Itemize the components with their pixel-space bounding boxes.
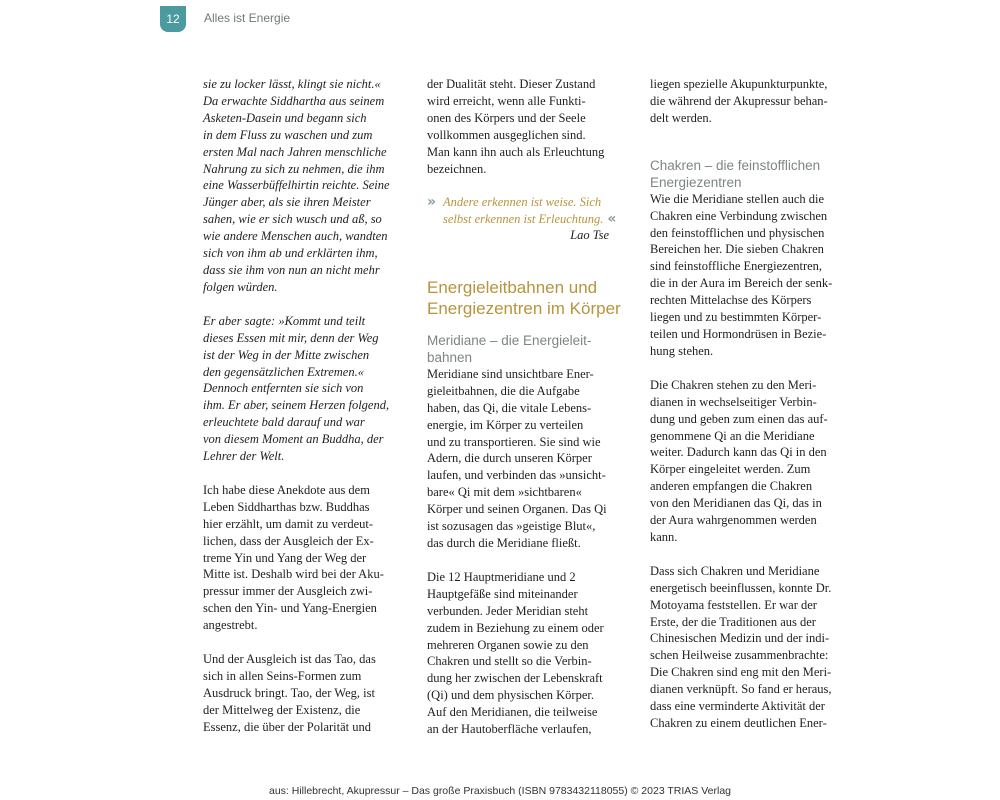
anecdote-block [203, 76, 403, 465]
running-title: Alles ist Energie [204, 11, 291, 25]
subheading-chakren: Chakren – die feinstofflichen Energiezentren [650, 157, 821, 190]
subheading-meridiane: Meridiane – die Energieleit- bahnen [427, 332, 592, 365]
body-paragraph: liegen spezielle Akupunkturpunkte, die während der Akupressur behan- delt werden. [650, 77, 828, 125]
body-paragraph: Die Chakren stehen zu den Meri- dianen in wechselseitiger Verbin- dung und geben zum einen das auf- genommene Qi an die Meridiane weiter. Dadurch kann das Qi in den Körper eingeleitet werden. Zum anderen empfangen die Chakren von den Meridianen das Qi, das in der Aura wahrgenommen werden kann. [650, 377, 828, 544]
body-paragraph: Meridiane sind unsichtbare Ener- gieleitbahnen, die die Aufgabe haben, das Qi, die vitale Lebens- energie, im Körper zu verteilen und zu transportieren. Sie sind wie Adern, die durch unseren Körper laufen, und verbinden das »unsicht- bare« Qi mit dem »sichtbaren« Körper und seinen Organen. Das Qi ist sozusagen das »geistige Blut«, das durch die Meridiane fließt. [427, 366, 607, 550]
body-paragraph: Und der Ausgleich ist das Tao, das sich in allen Seins-Formen zum Ausdruck bringt. Tao, der Weg, ist der Mittelweg der Existenz, die Essenz, die über der Polarität und [203, 652, 376, 734]
body-paragraph: Die 12 Hauptmeridiane und 2 Hauptgefäße sind miteinander verbunden. Jeder Meridian steht zudem in Beziehung zu einem oder mehreren Organen sowie zu den Chakren und stellt so die Verbin- dung her zwischen der Lebenskraft (Qi) und dem physischen Körper. Auf den Meridianen, die teilweise an der Hautoberfläche verlaufen, [427, 569, 604, 737]
page-number: 12 [166, 12, 180, 26]
body-paragraph: Ich habe diese Anekdote aus dem Leben Siddharthas bzw. Buddhas hier erzählt, um damit zu verdeut- lichen, dass der Ausgleich der Ex- treme Yin und Yang der Weg der Mitte ist. Deshalb wird bei der Aku- pressur immer der Ausgleich zwi- schen den Yin- und Yang-Energien angestrebt. [203, 482, 384, 633]
quote-author: Lao Tse [570, 228, 609, 243]
column-2 [427, 76, 627, 738]
section-heading: Energieleitbahnen und Energiezentren im Körper [427, 277, 621, 318]
body-paragraph: der Dualität steht. Dieser Zustand wird erreicht, wenn alle Funkti- onen des Körpers und der Seele vollkommen ausgeglichen sind. Man kann ihn auch als Erleuchtung bezeichnen. [427, 77, 605, 176]
quote-open-icon: » [427, 194, 437, 211]
page-number-badge [160, 6, 186, 32]
column-1 [203, 76, 403, 736]
anecdote-paragraph: sie zu locker lässt, klingt sie nicht.« Da erwachte Siddhartha aus seinem Asketen-Dasein und begann sich in dem Fluss zu waschen und zum ersten Mal nach Jahren menschliche Nahrung zu sich zu nehmen, die ihm eine Wasserbüffelhirtin reichte. Seine Jünger aber, als sie ihren Meister sahen, wie er sich wusch und aß, so wie andere Menschen auch, wandten sich von ihm ab und erklärten ihm, dass sie ihm von nun an nicht mehr folgen würden. [203, 77, 390, 294]
quote-text: Andere erkennen ist weise. Sich selbst erkennen ist Erleuchtung. « [443, 195, 617, 227]
quote-block [427, 194, 627, 244]
anecdote-paragraph: Er aber sagte: »Kommt und teilt dieses Essen mit mir, denn der Weg ist der Weg in der Mitte zwischen den gegensätzlichen Extremen.« Dennoch entfernten sie sich von ihm. Er aber, seinem Herzen folgend, erleuchtete bald darauf und war von diesem Moment an Buddha, der Lehrer der Welt. [203, 313, 390, 464]
quote-close-icon: « [607, 210, 617, 227]
body-paragraph: Wie die Meridiane stellen auch die Chakren eine Verbindung zwischen den feinstofflichen und physischen Bereichen her. Die sieben Chakren sind feinstoffliche Energiezentren, die in der Aura im Bereich der senk- rechten Mittelachse des Körpers liegen und zu bestimmten Körper- teilen und Hormondrüsen in Bezie- hung stehen. [650, 191, 833, 358]
column-3 [650, 76, 850, 732]
footer-citation: aus: Hillebrecht, Akupressur – Das große Praxisbuch (ISBN 9783432118055) © 2023 TRIAS Verlag [268, 785, 731, 797]
body-paragraph: Dass sich Chakren und Meridiane energetisch beeinflussen, konnte Dr. Motoyama feststellen. Er war der Erste, der die Traditionen aus der Chinesischen Medizin und der indi- schen Heilweise zusammenbrachte: Die Chakren sind eng mit den Meri- dianen verknüpft. So fand er heraus, dass eine verminderte Aktivität der Chakren zu einem deutlichen Ener- [650, 563, 832, 730]
